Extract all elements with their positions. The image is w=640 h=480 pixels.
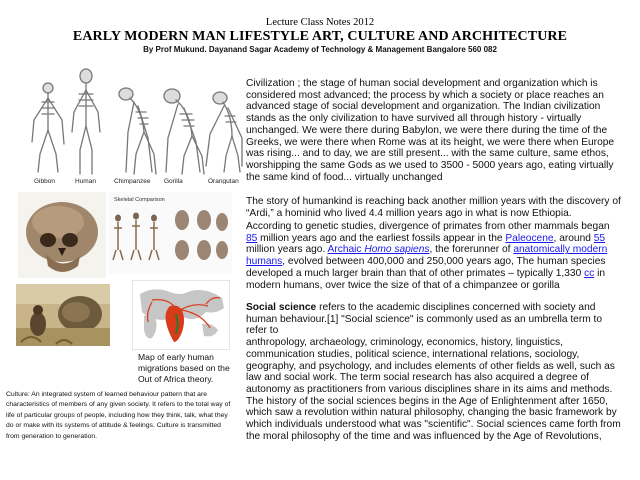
label-gorilla: Gorilla: [164, 178, 183, 184]
link-homo-sapiens-text: Homo sapiens: [364, 244, 430, 256]
link-paleocene[interactable]: Paleocene: [505, 232, 554, 244]
genetics-paragraph: [246, 221, 622, 291]
skeleton-comparison-chart: [108, 192, 232, 274]
genetics-text-6: , evolved between 400,000 and 250,000 years ago, The human species developed a much larger brain than that of other primates – typically 1,330: [246, 256, 606, 279]
label-gibbon: Gibbon: [34, 178, 55, 184]
label-chimpanzee: Chimpanzee: [114, 178, 151, 184]
genetics-text-2: million years ago and the earliest fossils appear in the: [257, 232, 506, 244]
culture-caption: Culture: An integrated system of learned behaviour pattern that are characteristics of members of any given society. It refers to the total way of life of particular groups of people, including how they think, talk, what they do or make with its systems of attitude & feelings. Culture is transmitted from generation to generation.: [6, 391, 231, 440]
orangutan-skeleton: [206, 92, 242, 172]
primate-skeletons-figure: [30, 62, 245, 184]
gibbon-skeleton: [32, 83, 64, 172]
link-anatomically-modern-humans[interactable]: anatomically modern humans: [246, 244, 608, 268]
lecture-notes-line: Lecture Class Notes 2012: [265, 17, 375, 28]
link-85-million[interactable]: 85: [246, 232, 258, 244]
civilization-paragraph: Civilization ; the stage of human social development and organization which is considered most advanced; the process by which a society or place reaches an advanced stage of social development and organization. The Indian civilization stands as the only civilization to have survived all through history - virtually unchanged. We were there during Babylon, we were there during the time of the Greeks, we were there when Rome was at its height, we were there when Europe was rising... and to day, we are still present... with the same culture, same ethos, worshipping the same Gods as we used to 3500 - 5000 years ago, eating virtually the same kind of food... virtually unchanged: [246, 78, 615, 183]
link-archaic-homo-sapiens[interactable]: [328, 244, 430, 255]
genetics-text-4: million years ago.: [246, 244, 328, 256]
genetics-text-1: According to genetic studies, divergence of primates from other mammals began: [246, 221, 610, 232]
chimpanzee-skeleton: [119, 88, 156, 174]
hominid-skull-photo: [18, 192, 106, 278]
link-55-million[interactable]: 55: [593, 232, 606, 244]
map-caption: Map of early human migrations based on the Out of Africa theory.: [138, 352, 230, 384]
genetics-text-5: , the forerunner of: [429, 244, 514, 256]
social-science-heading: Social science: [246, 302, 317, 313]
social-science-paragraph: [246, 302, 622, 442]
link-archaic-text: Archaic: [327, 244, 365, 256]
page-title: EARLY MODERN MAN LIFESTYLE ART, CULTURE AND ARCHITECTURE: [72, 29, 568, 44]
genetics-text-3: , around: [553, 232, 594, 244]
social-science-intro: refers to the academic disciplines concerned with society and human behaviour.[1] "Social science" is commonly used as an umbrella term to refer to: [246, 302, 603, 337]
human-skeleton: [72, 69, 100, 174]
author-line: By Prof Mukund. Dayanand Sagar Academy of Technology & Management Bangalore 560 082: [143, 45, 497, 54]
skeleton-chart-title: Skeletal Comparison: [114, 197, 165, 203]
early-humans-diorama-photo: [16, 284, 110, 346]
social-science-continuation: anthropology, archaeology, criminology, economics, history, linguistics, communication studies, political science, international relations, sociology, geography, and psychology, and includes elements of other fields as well, such as law and social work. The term social research has also acquired a degree of autonomy as practitioners from various disciplines share in its aims and methods. The history of the social sciences begins in the Age of Enlightenment after 1650, which saw a revolution within natural philosophy, changing the basic framework by which individuals understood what was "scientific". Social sciences came forth from the moral philosophy of the time and was influenced by the Age of Revolutions,: [246, 337, 621, 442]
label-human: Human: [75, 178, 96, 184]
label-orangutan: Orangutan: [208, 178, 239, 184]
human-migration-map: [132, 280, 230, 350]
link-cc[interactable]: cc: [584, 267, 595, 279]
ardi-paragraph: The story of humankind is reaching back another million years with the discovery of “Ardi,” a hominid who lived 4.4 million years ago in what is now Ethiopia.: [246, 196, 621, 219]
gorilla-skeleton: [164, 89, 204, 174]
genetics-text-7: in modern humans, over twice the size of that of a chimpanzee or gorilla: [246, 267, 606, 291]
